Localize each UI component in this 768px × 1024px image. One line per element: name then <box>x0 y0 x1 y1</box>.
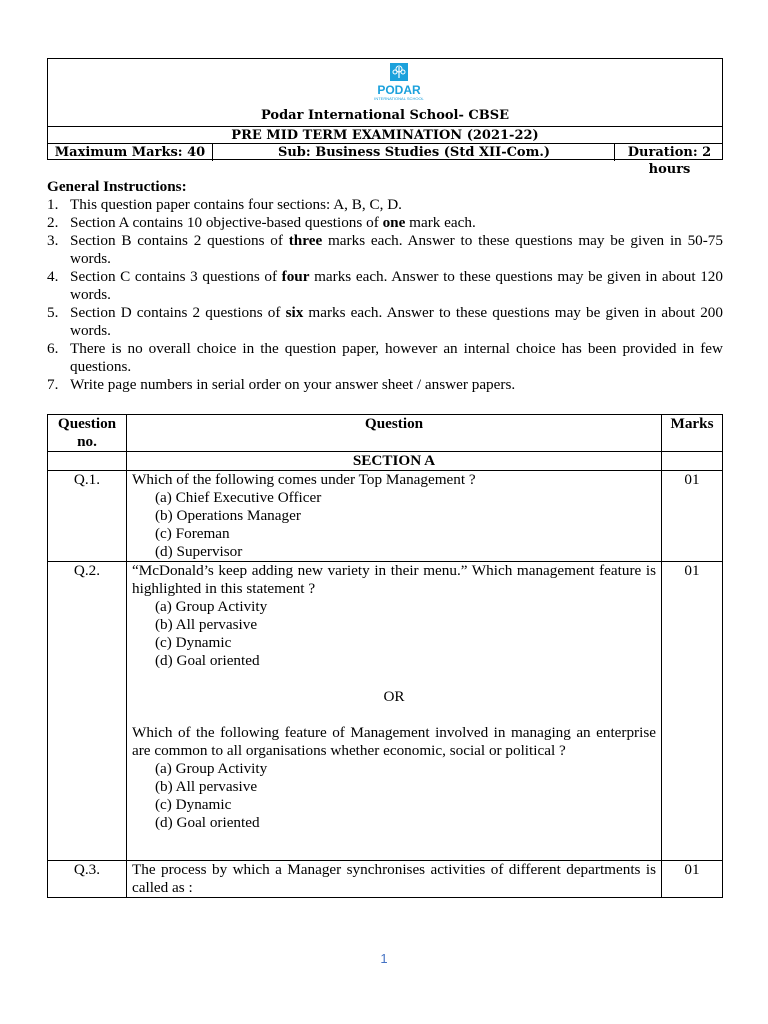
page-number: 1 <box>380 951 388 966</box>
option: (a) Group Activity <box>155 760 268 777</box>
options-list <box>132 489 656 561</box>
subject: Sub: Business Studies (Std XII-Com.) <box>212 144 615 161</box>
col-marks: Marks <box>662 415 723 452</box>
question-marks: 01 <box>662 861 723 898</box>
question-text: Which of the following comes under Top Management ? (a) Chief Executive Officer (b) Operations Manager (c) Foreman (d) Supervisor <box>127 471 662 562</box>
logo-subtext: INTERNATIONAL SCHOOL <box>374 96 424 101</box>
option: (a) Chief Executive Officer <box>155 489 322 506</box>
table-header-row <box>48 415 723 452</box>
option: (b) All pervasive <box>155 778 258 795</box>
section-title: SECTION A <box>127 452 662 471</box>
exam-header <box>47 58 723 177</box>
question-no: Q.3. <box>48 861 127 898</box>
option: (c) Foreman <box>155 525 230 542</box>
alt-question-text: Which of the following feature of Management involved in managing an enterprise are common to all organisations whether economic, social or political ? <box>132 724 656 759</box>
col-question: Question <box>127 415 662 452</box>
question-marks: 01 <box>662 471 723 562</box>
option: (c) Dynamic <box>155 634 232 651</box>
question-no: Q.1. <box>48 471 127 562</box>
table-row <box>48 861 723 898</box>
question-marks: 01 <box>662 562 723 861</box>
instruction-item: 3. Section B contains 2 questions of three marks each. Answer to these questions may be given in 50-75 words. <box>47 232 723 267</box>
or-divider: OR <box>383 688 405 705</box>
col-question-no: Question no. <box>48 415 127 452</box>
question-no: Q.2. <box>48 562 127 861</box>
option: (d) Goal oriented <box>155 814 260 831</box>
instruction-item: 5. Section D contains 2 questions of six marks each. Answer to these questions may be given in about 200 words. <box>47 304 723 339</box>
question-table <box>47 414 723 898</box>
instructions-list <box>47 196 723 394</box>
instruction-item: 2. Section A contains 10 objective-based questions of one mark each. <box>47 214 476 231</box>
table-row <box>48 471 723 562</box>
instructions-title: General Instructions: <box>47 178 187 195</box>
question-text: “McDonald’s keep adding new variety in their menu.” Which management feature is highlighted in this statement ? (a) Group Activity (b) All pervasive (c) Dynamic (d) Goal oriented OR Which of the following feature of Management involved in managing an enterprise are common to all organisations whether economic, social or political ? (a) Group Activity (b) All pervasive (c) Dynamic (d) Goal oriented <box>127 562 662 861</box>
instruction-item: 1. This question paper contains four sections: A, B, C, D. <box>47 196 402 213</box>
option: (d) Supervisor <box>155 543 243 560</box>
option: (d) Goal oriented <box>155 652 260 669</box>
logo-text: PODAR <box>377 83 421 97</box>
instruction-item: 4. Section C contains 3 questions of four marks each. Answer to these questions may be given in about 120 words. <box>47 268 723 303</box>
table-row <box>48 562 723 861</box>
question-text: The process by which a Manager synchronises activities of different departments is called as : <box>127 861 662 898</box>
max-marks: Maximum Marks: 40 <box>54 145 206 160</box>
general-instructions <box>47 178 723 394</box>
options-list <box>132 598 656 670</box>
section-row <box>48 452 723 471</box>
duration: Duration: 2 hours <box>614 144 724 161</box>
school-name: Podar International School- CBSE <box>260 108 510 123</box>
option: (b) Operations Manager <box>155 507 301 524</box>
option: (b) All pervasive <box>155 616 258 633</box>
school-logo <box>369 62 429 106</box>
exam-meta-row <box>48 143 722 177</box>
alt-options-list <box>132 760 656 832</box>
instruction-item: 6. There is no overall choice in the question paper, however an internal choice has been provided in few questions. <box>47 340 723 375</box>
option: (c) Dynamic <box>155 796 232 813</box>
instruction-item: 7. Write page numbers in serial order on your answer sheet / answer papers. <box>47 376 516 393</box>
exam-title: PRE MID TERM EXAMINATION (2021-22) <box>48 126 722 144</box>
option: (a) Group Activity <box>155 598 268 615</box>
